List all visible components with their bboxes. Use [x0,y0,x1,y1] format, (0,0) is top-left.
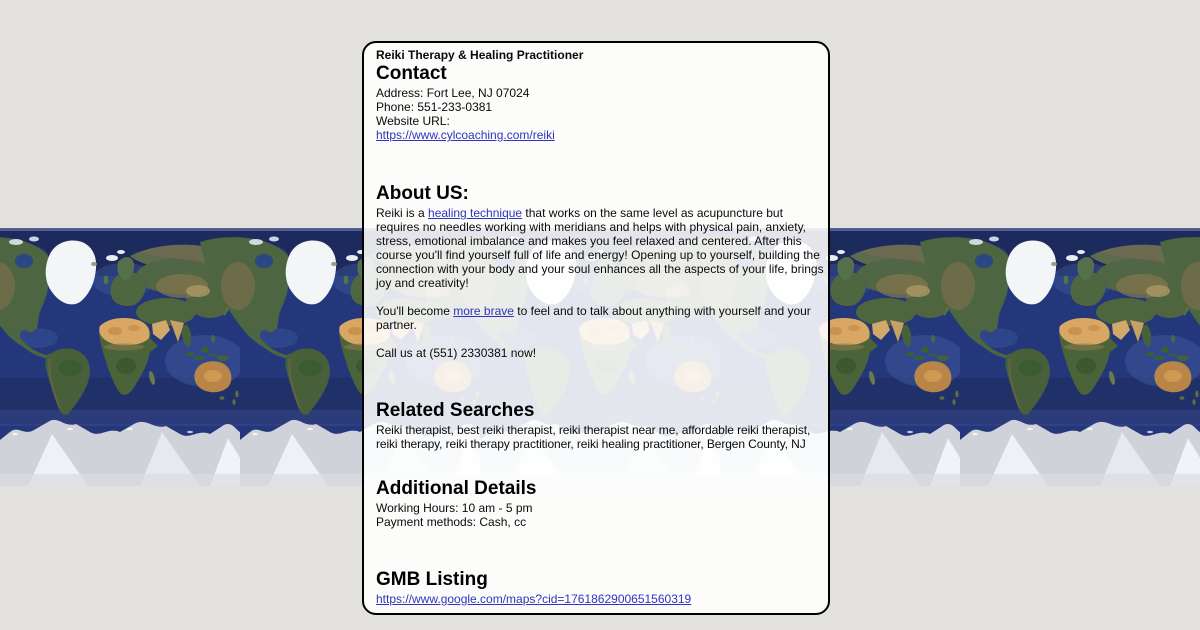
additional-details-heading: Additional Details [376,478,537,499]
website-link[interactable]: https://www.cylcoaching.com/reiki [376,128,555,142]
text-segment: You'll become [376,304,454,318]
contact-heading: Contact [376,63,447,84]
address-line: Address: Fort Lee, NJ 07024 [376,86,530,100]
phone-line: Phone: 551-233-0381 [376,100,493,114]
more-brave-link[interactable]: more brave [453,304,514,318]
website-label: Website URL: [376,114,450,128]
related-searches-text: Reiki therapist, best reiki therapist, reiki therapist near me, affordable reiki therapist, reiki therapy, reiki therapy practitioner, reiki healing practitioner, Bergen County, NJ [376,423,811,451]
gmb-link[interactable]: https://www.google.com/maps?cid=1761862900651560319 [376,592,692,606]
about-paragraph-2 [376,304,824,332]
text-segment: Reiki is a [376,206,429,220]
about-heading: About US: [376,183,469,204]
gmb-heading: GMB Listing [376,569,488,590]
working-hours: Working Hours: 10 am - 5 pm [376,501,533,515]
text-segment: that works on the same level as acupuncture but requires no needles working with meridians and helps with physical pain, anxiety, stress, emotional imbalance and makes you feel relaxed and centered. After this course you'll find yourself full of life and energy! Opening up to yourself, building the connection with your body and your soul enhances all the aspects of your life, brings joy and creativity! [376,206,824,290]
business-card [362,41,830,615]
payment-methods: Payment methods: Cash, cc [376,515,527,529]
call-to-action: Call us at (551) 2330381 now! [376,346,537,360]
text-segment: to feel and to talk about anything with yourself and your partner. [376,304,811,332]
related-searches-heading: Related Searches [376,400,535,421]
about-paragraph-1 [376,206,824,290]
business-name: Reiki Therapy & Healing Practitioner [376,48,584,62]
healing-technique-link[interactable]: healing technique [428,206,523,220]
